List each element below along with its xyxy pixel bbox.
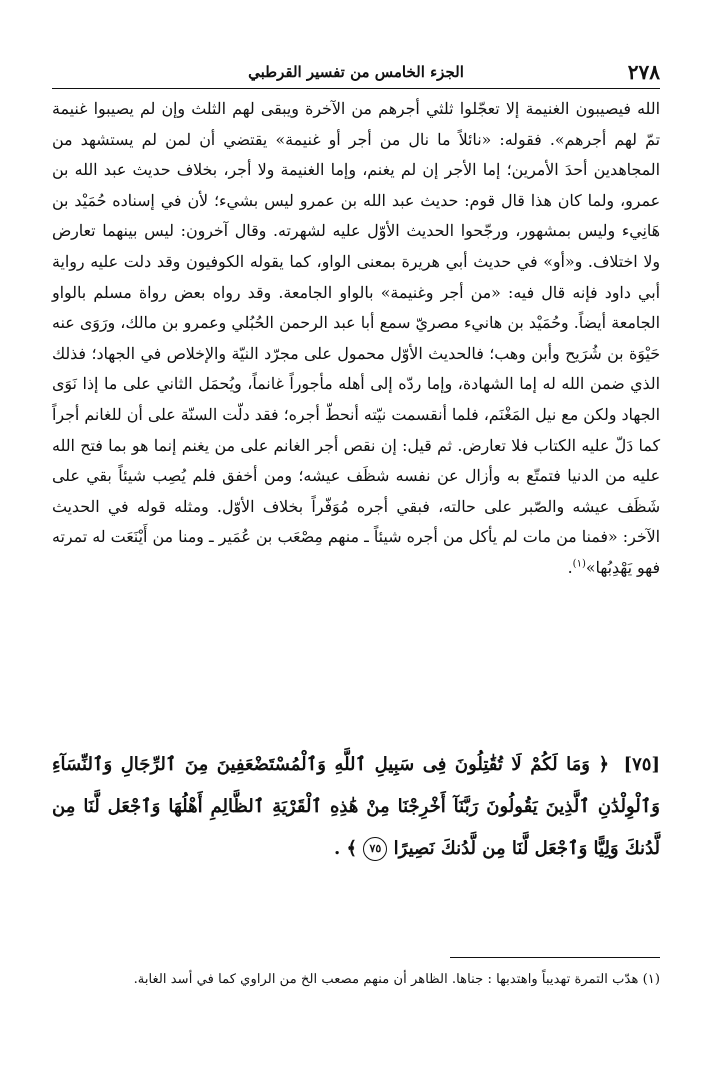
footnote-text: (١) هدّب التمرة تهديباً واهتدبها : جناها. الظاهر أن منهم مصعب الخ من الراوي كما في أسد الغابة. — [133, 972, 660, 987]
quran-verse — [52, 744, 660, 870]
verse-text: ﴿ وَمَا لَكُمْ لَا تُقَٰتِلُونَ فِى سَبِيلِ ٱللَّهِ وَٱلْمُسْتَضْعَفِينَ مِنَ ٱلرِّجَالِ وَٱلنِّسَآءِ وَٱلْوِلْدَٰنِ ٱلَّذِينَ يَقُولُونَ رَبَّنَآ أَخْرِجْنَا مِنْ هَٰذِهِ ٱلْقَرْيَةِ ٱلظَّالِمِ أَهْلُهَا وَٱجْعَل لَّنَا مِن لَّدُنكَ وَلِيًّا وَٱجْعَل لَّنَا مِن لَّدُنكَ نَصِيرًا — [52, 754, 660, 859]
body-text — [52, 94, 660, 584]
running-title: الجزء الخامس من تفسير القرطبي — [248, 63, 464, 81]
footnote — [52, 968, 660, 992]
ayah-end-mark: ٧٥ — [363, 837, 387, 861]
footnote-divider — [450, 957, 660, 958]
page-number: ٢٧٨ — [627, 60, 660, 84]
page-header — [52, 58, 660, 89]
paragraph — [52, 94, 660, 584]
footnote-reference: (١) — [572, 558, 586, 570]
paragraph-text: الله فيصيبون الغنيمة إلا تعجّلوا ثلثي أجرهم من الآخرة ويبقى لهم الثلث وإن لم يصيبوا غنيمة تمّ لهم أجرهم». فقوله: «نائلاً ما نال من أجر أو غنيمة» يقتضي أن لمن لم يستشهد من المجاهدين أحدَ الأمرين؛ إما الأجر إن لم يغنم، وإما الغنيمة ولا أجر، بخلاف حديث عبد الله بن عمرو، ولما كان هذا قال قوم: حديث عبد الله بن عمرو ليس بشيء؛ لأن في إسناده حُمَيْد بن هَانِيء وليس بمشهور، ورجّحوا الحديث الأوّل عليه لشهرته. وقال آخرون: ليس بينهما تعارض ولا اختلاف. و«أو» في حديث أبي هريرة بمعنى الواو، كما يقوله الكوفيون وقد دلت عليه رواية أبي داود فإنه قال فيه: «من أجر وغنيمة» بالواو الجامعة. وقد رواه بعض رواة مسلم بالواو الجامعة أيضاً. وحُمَيْد بن هانيء مصريّ سمع أبا عبد الرحمن الحُبُلي وعمرو بن مالك، ورَوَى عنه حَيْوَة بن شُرَيح وأبن وهب؛ فالحديث الأوّل محمول على مجرّد النيّة والإخلاص في الجهاد؛ فذلك الذي ضمن الله له إما الشهادة، وإما ردّه إلى أهله مأجوراً غانماً، ويُحمَل الثاني على ما إذا نَوَى الجهاد ولكن مع نيل المَغْنَم، فلما أنقسمت نيّته أنحطّ أجره؛ فقد دلّت السنّة على أن للغانم أجراً كما دَلّ عليه الكتاب فلا تعارض. ثم قيل: إن نقص أجر الغانم على من يغنم إنما هو بما فتح الله عليه من الدنيا فتمتّع به وأزال عن نفسه شظَف عيشه؛ ومن أخفق فلم يُصِب شيئاً بقي على شَظَف عيشه والصّبر على حالته، فبقي أجره مُوَفّراً بخلاف الأوّل. ومثله قوله في الحديث الآخر: «فمنا من مات لم يأكل من أجره شيئاً ـ منهم مِصْعَب بن عُمَير ـ ومنا من أَيْنَعَت له تمرته فهو يَهْدِبُها» — [52, 99, 660, 577]
paragraph-end: . — [567, 557, 573, 577]
verse-closing: ﴾ . — [334, 838, 358, 859]
verse-number: [٧٥] — [623, 754, 660, 775]
